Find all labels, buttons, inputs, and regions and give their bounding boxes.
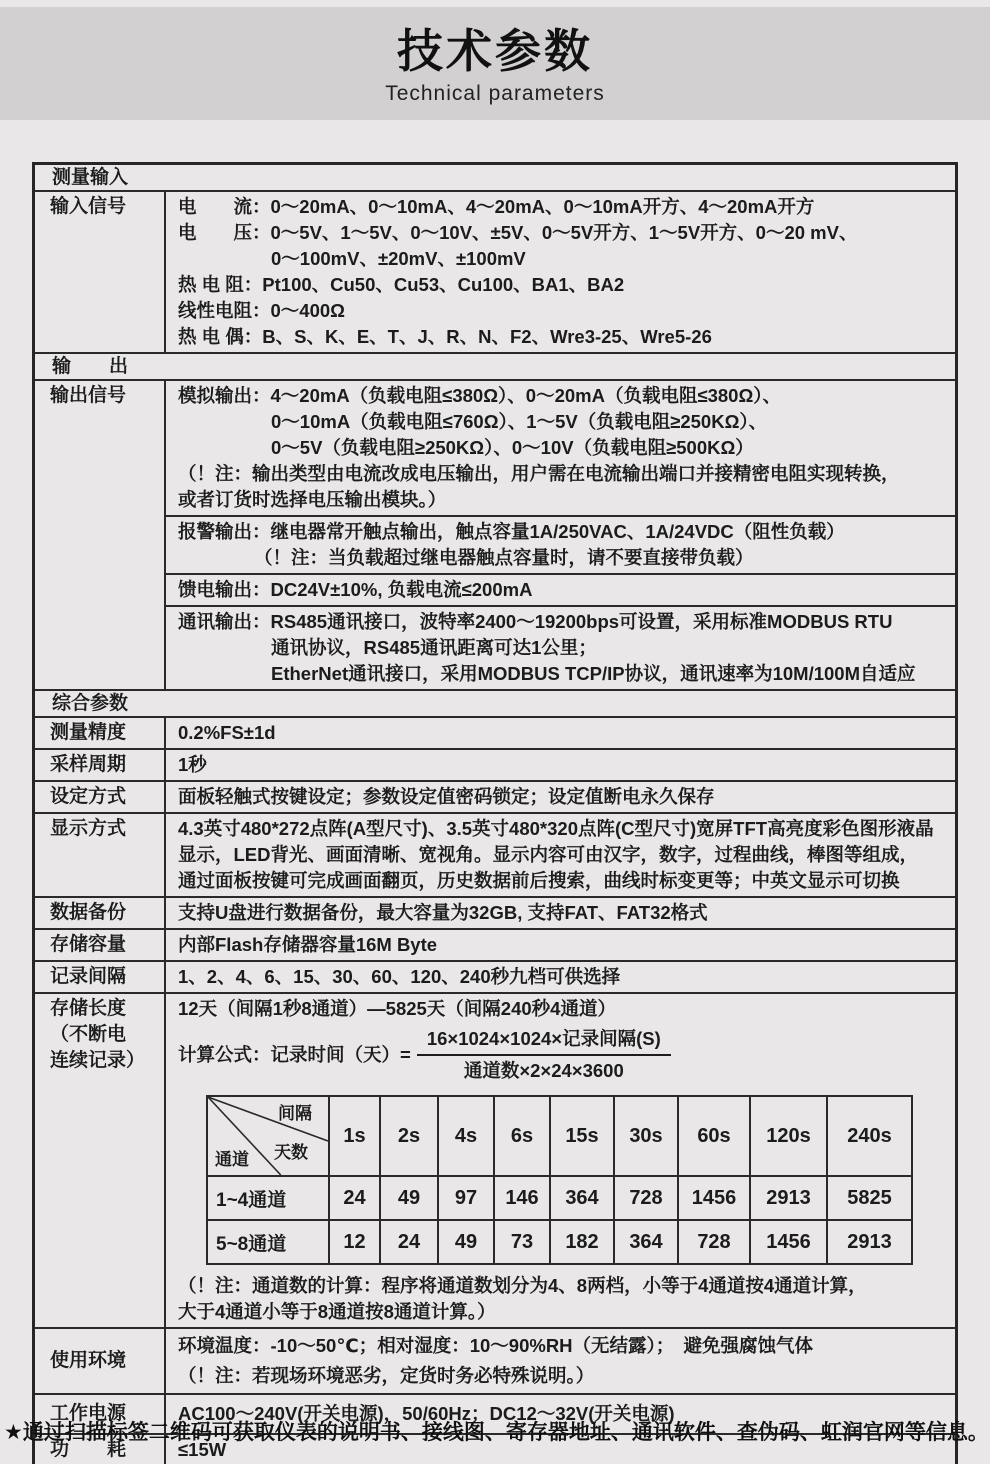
spec-line: AC100～240V(开关电源)，50/60Hz；DC12～32V(开关电源) — [178, 1403, 675, 1424]
spec-line: 热 电 偶：B、S、K、E、T、J、R、N、F2、Wre3-25、Wre5-26 — [178, 326, 712, 347]
spec-line: 1、2、4、6、15、30、60、120、240秒九档可供选择 — [178, 966, 621, 987]
spec-line: 通讯输出：RS485通讯接口，波特率2400～19200bps可设置，采用标准MODBUS RTU — [178, 611, 893, 632]
row-content — [166, 381, 955, 689]
spec-line: 内部Flash存储器容量16M Byte — [178, 934, 438, 955]
interval-header-cell: 2s — [380, 1096, 438, 1176]
spec-line: EtherNet通讯接口，采用MODBUS TCP/IP协议，通讯速率为10M/100M自适应 — [271, 663, 916, 684]
spec-line: 通讯协议，RS485通讯距离可达1公里； — [271, 637, 597, 658]
storage-formula — [178, 1027, 949, 1083]
row-content — [166, 930, 955, 960]
row-label — [35, 994, 166, 1327]
storage-table-header-row — [207, 1096, 912, 1176]
channel-range-cell: 5~8通道 — [207, 1220, 329, 1264]
spec-line: 馈电输出：DC24V±10%, 负载电流≤200mA — [178, 579, 533, 600]
row-label: 显示方式 — [35, 814, 166, 896]
days-value-cell: 49 — [380, 1176, 438, 1220]
storage-note-line: 大于4通道小等于8通道按8通道计算。） — [178, 1301, 496, 1322]
formula-fraction — [417, 1027, 671, 1083]
spec-line: 线性电阻：0～400Ω — [178, 300, 345, 321]
alarm-output-block — [166, 515, 955, 573]
spec-line: 0～10mA（负载电阻≤760Ω）、1～5V（负载电阻≥250KΩ）、 — [271, 411, 768, 432]
page-subtitle: Technical parameters — [385, 82, 605, 105]
days-value-cell: 5825 — [827, 1176, 912, 1220]
days-value-cell: 24 — [329, 1176, 380, 1220]
feed-output-block — [166, 573, 955, 605]
row-environment — [35, 1327, 955, 1393]
page-title: 技术参数 — [397, 25, 593, 77]
row-content — [166, 962, 955, 992]
interval-header-cell: 30s — [614, 1096, 678, 1176]
row-output-signal — [35, 379, 955, 689]
section-general-parameters: 综合参数 — [35, 689, 955, 716]
row-content — [166, 782, 955, 812]
row-storage-length — [35, 992, 955, 1327]
days-value-cell: 97 — [438, 1176, 494, 1220]
spec-line: 电 流：0～20mA、0～10mA、4～20mA、0～10mA开方、4～20mA开方 — [178, 196, 815, 217]
interval-corner-label: 间隔 — [278, 1104, 312, 1123]
comm-output-block — [166, 605, 955, 689]
row-accuracy — [35, 716, 955, 748]
days-value-cell: 728 — [614, 1176, 678, 1220]
row-content — [166, 814, 955, 896]
spec-line: 4.3英寸480*272点阵(A型尺寸)、3.5英寸480*320点阵(C型尺寸)宽屏TFT高亮度彩色图形液晶 — [178, 818, 934, 839]
storage-note-line: （！注：通道数的计算：程序将通道数划分为4、8两档，小等于4通道按4通道计算， — [178, 1275, 867, 1296]
days-value-cell: 49 — [438, 1220, 494, 1264]
interval-header-cell: 60s — [678, 1096, 750, 1176]
label-line: 连续记录） — [50, 1050, 146, 1071]
row-display — [35, 812, 955, 896]
row-label: 功 耗 — [35, 1435, 166, 1464]
row-backup — [35, 896, 955, 928]
spec-line: 报警输出：继电器常开触点输出，触点容量1A/250VAC、1A/24VDC（阻性负载） — [178, 521, 845, 542]
spec-line: 1秒 — [178, 754, 207, 775]
storage-row-5-8 — [207, 1220, 912, 1264]
row-label: 工作电源 — [35, 1395, 166, 1433]
spec-line: ≤15W — [178, 1439, 227, 1460]
spec-line: （！注：输出类型由电流改成电压输出，用户需在电流输出端口并接精密电阻实现转换， — [178, 463, 900, 484]
row-label: 输出信号 — [35, 381, 166, 689]
spec-line: 0.2%FS±1d — [178, 722, 276, 743]
days-value-cell: 728 — [678, 1220, 750, 1264]
row-setting — [35, 780, 955, 812]
formula-prefix: 计算公式：记录时间（天）= — [178, 1044, 411, 1065]
label-line: 存储长度 — [50, 998, 127, 1019]
row-label: 输入信号 — [35, 192, 166, 352]
days-value-cell: 146 — [494, 1176, 550, 1220]
spec-line: 模拟输出：4～20mA（负载电阻≤380Ω）、0～20mA（负载电阻≤380Ω）、 — [178, 385, 782, 406]
interval-header-cell: 4s — [438, 1096, 494, 1176]
formula-numerator: 16×1024×1024×记录间隔(S) — [417, 1027, 671, 1056]
spec-line: 支持U盘进行数据备份，最大容量为32GB, 支持FAT、FAT32格式 — [178, 902, 708, 923]
interval-header-cell: 1s — [329, 1096, 380, 1176]
diagonal-header-cell — [207, 1096, 329, 1176]
storage-range-line: 12天（间隔1秒8通道）—5825天（间隔240秒4通道） — [178, 998, 616, 1019]
days-value-cell: 2913 — [750, 1176, 827, 1220]
days-value-cell: 2913 — [827, 1220, 912, 1264]
storage-days-table — [206, 1095, 913, 1265]
spec-line: 热 电 阻：Pt100、Cu50、Cu53、Cu100、BA1、BA2 — [178, 274, 625, 295]
interval-header-cell: 6s — [494, 1096, 550, 1176]
spec-line: 通过面板按键可完成画面翻页，历史数据前后搜索，曲线时标变更等；中英文显示可切换 — [178, 870, 900, 891]
spec-line: 面板轻触式按键设定；参数设定值密码锁定；设定值断电永久保存 — [178, 786, 715, 807]
days-value-cell: 1456 — [678, 1176, 750, 1220]
spec-line: 显示，LED背光、画面清晰、宽视角。显示内容可由汉字，数字，过程曲线，棒图等组成， — [178, 844, 919, 865]
days-value-cell: 73 — [494, 1220, 550, 1264]
channel-range-cell: 1~4通道 — [207, 1176, 329, 1220]
interval-header-cell: 15s — [550, 1096, 614, 1176]
row-label: 使用环境 — [35, 1329, 166, 1393]
spec-line: （！注：当负载超过继电器触点容量时，请不要直接带负载） — [254, 547, 754, 568]
spec-line: 电 压：0～5V、1～5V、0～10V、±5V、0～5V开方、1～5V开方、0～20 mV、 — [178, 222, 858, 243]
row-content — [166, 718, 955, 748]
interval-header-cell: 120s — [750, 1096, 827, 1176]
row-content — [166, 994, 955, 1327]
section-measure-input: 测量输入 — [52, 167, 129, 188]
spec-line: 0～100mV、±20mV、±100mV — [271, 248, 526, 269]
spec-line: 或者订货时选择电压输出模块。） — [178, 489, 447, 510]
row-label: 记录间隔 — [35, 962, 166, 992]
channel-corner-label: 通道 — [215, 1150, 249, 1169]
spec-line: 0～5V（负载电阻≥250KΩ）、0～10V（负载电阻≥500KΩ） — [271, 437, 754, 458]
spec-line: （！注：若现场环境恶劣，定货时务必特殊说明。） — [178, 1365, 595, 1386]
title-banner — [0, 7, 990, 120]
analog-output-block — [166, 381, 955, 515]
row-label: 采样周期 — [35, 750, 166, 780]
interval-header-cell: 240s — [827, 1096, 912, 1176]
days-corner-label: 天数 — [274, 1143, 308, 1162]
row-label: 测量精度 — [35, 718, 166, 748]
row-content — [166, 192, 955, 352]
row-content — [166, 1329, 955, 1393]
spec-table — [32, 162, 958, 1464]
row-label: 设定方式 — [35, 782, 166, 812]
row-content — [166, 750, 955, 780]
row-input-signal — [35, 190, 955, 352]
spec-line: 环境温度：-10～50℃；相对湿度：10～90%RH（无结露）； 避免强腐蚀气体 — [178, 1335, 814, 1356]
row-label: 数据备份 — [35, 898, 166, 928]
section-output: 输 出 — [35, 352, 955, 379]
label-line: （不断电 — [50, 1024, 127, 1045]
row-interval — [35, 960, 955, 992]
formula-denominator: 通道数×2×24×3600 — [463, 1060, 624, 1081]
days-value-cell: 364 — [550, 1176, 614, 1220]
days-value-cell: 24 — [380, 1220, 438, 1264]
row-content — [166, 898, 955, 928]
days-value-cell: 1456 — [750, 1220, 827, 1264]
storage-row-1-4 — [207, 1176, 912, 1220]
row-sampling — [35, 748, 955, 780]
row-capacity — [35, 928, 955, 960]
footer-note: ★通过扫描标签二维码可获取仪表的说明书、接线图、寄存器地址、通讯软件、查伪码、虹润官网等信息。 — [4, 1421, 989, 1444]
days-value-cell: 182 — [550, 1220, 614, 1264]
days-value-cell: 364 — [614, 1220, 678, 1264]
row-label: 存储容量 — [35, 930, 166, 960]
days-value-cell: 12 — [329, 1220, 380, 1264]
